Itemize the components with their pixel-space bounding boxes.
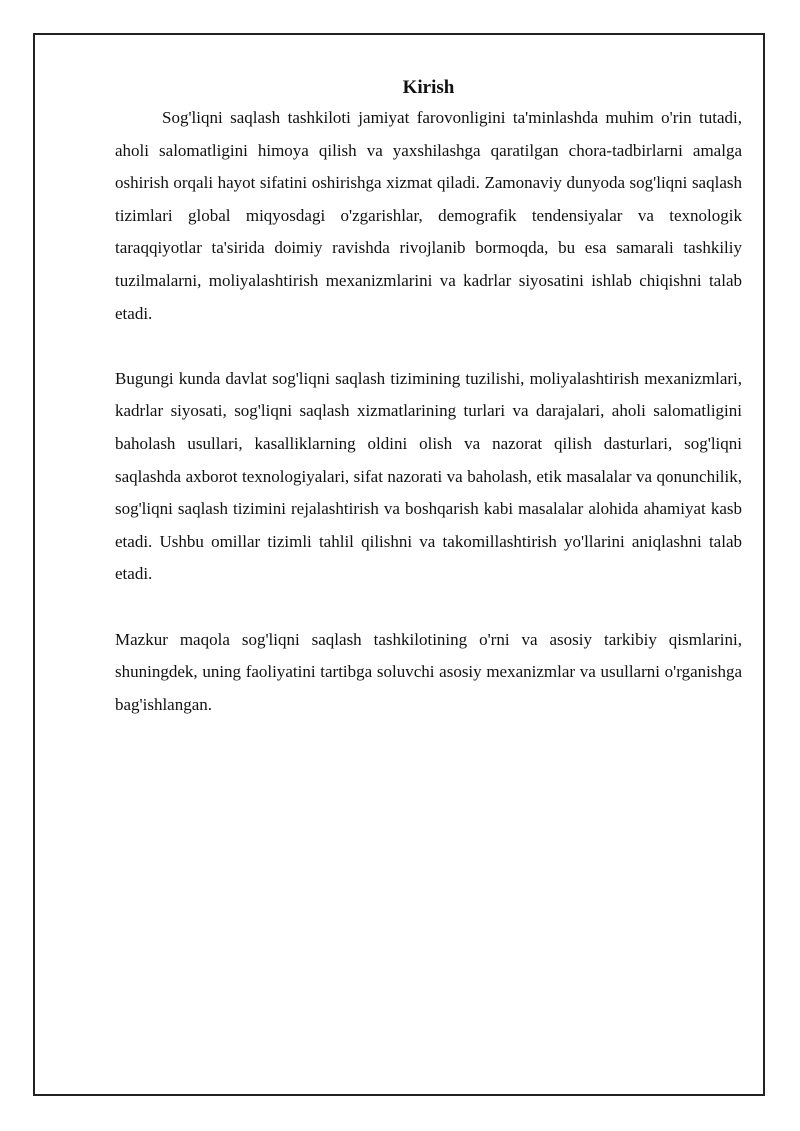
paragraph-spacer (115, 591, 742, 624)
paragraph-1: Sog'liqni saqlash tashkiloti jamiyat farovonligini ta'minlashda muhim o'rin tutadi, aholi salomatligini himoya qilish va yaxshilashga qaratilgan chora-tadbirlarni amalga oshirish orqali hayot sifatini oshirishga xizmat qiladi. Zamonaviy dunyoda sog'liqni saqlash tizimlari global miqyosdagi o'zgarishlar, demografik tendensiyalar va texnologik taraqqiyotlar ta'sirida doimiy ravishda rivojlanib bormoqda, bu esa samarali tashkiliy tuzilmalarni, moliyalashtirish mexanizmlarini va kadrlar siyosatini ishlab chiqishni talab etadi. (115, 108, 742, 323)
paragraph-spacer (115, 330, 742, 363)
document-body (115, 74, 742, 721)
paragraph-3: Mazkur maqola sog'liqni saqlash tashkilotining o'rni va asosiy tarkibiy qismlarini, shuningdek, uning faoliyatini tartibga soluvchi asosiy mexanizmlar va usullarni o'rganishga bag'ishlangan. (115, 629, 742, 714)
section-title: Kirish (402, 77, 455, 98)
paragraph-2: Bugungi kunda davlat sog'liqni saqlash tizimining tuzilishi, moliyalashtirish mexanizmlari, kadrlar siyosati, sog'liqni saqlash xizmatlarining turlari va darajalari, aholi salomatligini baholash usullari, kasalliklarning oldini olish va nazorat qilish dasturlari, sog'liqni saqlashda axborot texnologiyalari, sifat nazorati va baholash, etik masalalar va qonunchilik, sog'liqni saqlash tizimini rejalashtirish va boshqarish kabi masalalar alohida ahamiyat kasb etadi. Ushbu omillar tizimli tahlil qilishni va takomillashtirish yo'llarini aniqlashni talab etadi. (115, 368, 742, 584)
